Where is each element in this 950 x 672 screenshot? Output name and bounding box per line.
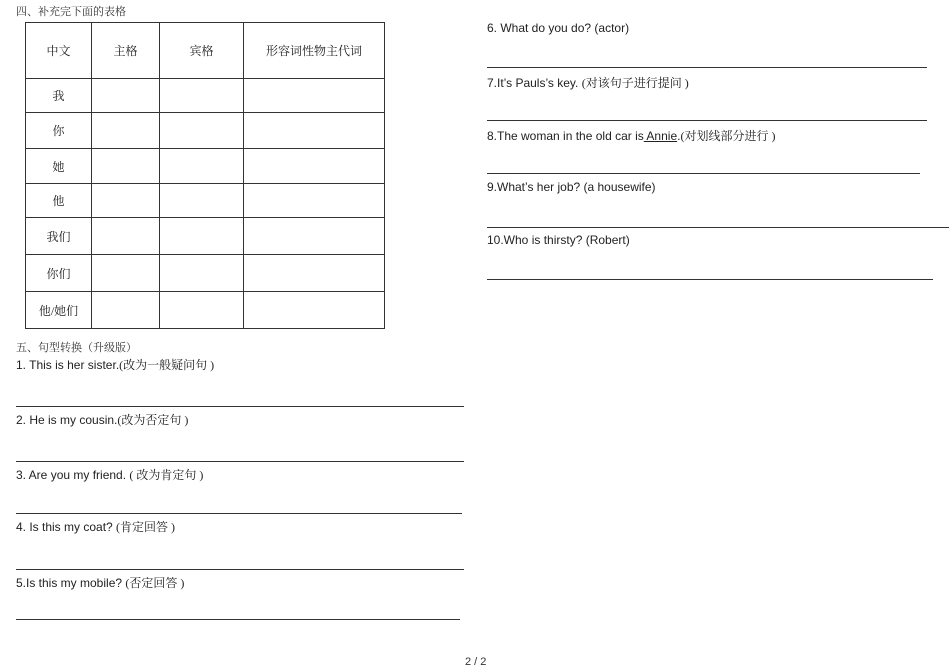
question-text: 6. What do you do? (actor) bbox=[487, 21, 630, 35]
blank-cell[interactable] bbox=[160, 79, 244, 113]
table-row bbox=[26, 292, 385, 329]
question-text: 10.Who is thirsty? (Robert) bbox=[487, 233, 630, 247]
question-text: 4. Is this my coat? bbox=[16, 520, 117, 534]
blank-cell[interactable] bbox=[92, 255, 160, 292]
table-row bbox=[26, 149, 385, 184]
blank-cell[interactable] bbox=[92, 79, 160, 113]
answer-line-10[interactable] bbox=[487, 279, 933, 280]
table-row bbox=[26, 113, 385, 149]
table-header-cell: 中文 bbox=[26, 23, 92, 79]
question-text-end: . bbox=[677, 129, 681, 143]
question-9 bbox=[487, 180, 656, 194]
question-instruction: ( 改为肯定句 ) bbox=[129, 468, 204, 482]
question-instruction: (改为否定句 ) bbox=[117, 413, 189, 427]
pronoun-table bbox=[25, 22, 385, 329]
blank-cell[interactable] bbox=[160, 113, 244, 149]
section4-title: 四、补充完下面的表格 bbox=[16, 6, 126, 18]
question-7 bbox=[487, 74, 689, 91]
question-5 bbox=[16, 574, 184, 591]
answer-line-8[interactable] bbox=[487, 173, 920, 174]
question-3 bbox=[16, 466, 203, 483]
blank-cell[interactable] bbox=[160, 149, 244, 184]
question-text: 9.What’s her job? (a housewife) bbox=[487, 180, 656, 194]
table-header-cell: 主格 bbox=[92, 23, 160, 79]
answer-line-6[interactable] bbox=[487, 67, 927, 68]
blank-cell[interactable] bbox=[244, 184, 385, 218]
blank-cell[interactable] bbox=[160, 184, 244, 218]
question-2 bbox=[16, 411, 188, 428]
page-number: 2 / 2 bbox=[465, 656, 487, 668]
row-label: 你 bbox=[26, 113, 92, 149]
blank-cell[interactable] bbox=[244, 149, 385, 184]
question-text: 7.It’s Pauls’s key. bbox=[487, 76, 582, 90]
blank-cell[interactable] bbox=[244, 218, 385, 255]
table-row bbox=[26, 79, 385, 113]
question-8 bbox=[487, 127, 775, 144]
answer-line-2[interactable] bbox=[16, 461, 464, 462]
row-label: 他/她们 bbox=[26, 292, 92, 329]
blank-cell[interactable] bbox=[92, 218, 160, 255]
table-row bbox=[26, 255, 385, 292]
question-text: 3. Are you my friend. bbox=[16, 468, 130, 482]
question-4 bbox=[16, 518, 175, 535]
blank-cell[interactable] bbox=[92, 292, 160, 329]
blank-cell[interactable] bbox=[92, 184, 160, 218]
answer-line-3[interactable] bbox=[16, 513, 462, 514]
blank-cell[interactable] bbox=[92, 113, 160, 149]
question-text: 5.Is this my mobile? bbox=[16, 576, 126, 590]
underlined-word: Annie bbox=[643, 129, 678, 143]
question-text: 8.The woman in the old car is bbox=[487, 129, 644, 143]
answer-line-4[interactable] bbox=[16, 569, 464, 570]
question-instruction: (改为一般疑问句 ) bbox=[119, 358, 215, 372]
answer-line-7[interactable] bbox=[487, 120, 927, 121]
blank-cell[interactable] bbox=[244, 113, 385, 149]
question-instruction: (对划线部分进行 ) bbox=[680, 129, 776, 143]
blank-cell[interactable] bbox=[92, 149, 160, 184]
question-text: 1. This is her sister. bbox=[16, 358, 120, 372]
row-label: 你们 bbox=[26, 255, 92, 292]
blank-cell[interactable] bbox=[244, 79, 385, 113]
table-row bbox=[26, 184, 385, 218]
question-10 bbox=[487, 233, 630, 247]
blank-cell[interactable] bbox=[160, 255, 244, 292]
table-row bbox=[26, 218, 385, 255]
table-header-cell: 宾格 bbox=[160, 23, 244, 79]
question-instruction: (肯定回答 ) bbox=[116, 520, 176, 534]
row-label: 他 bbox=[26, 184, 92, 218]
blank-cell[interactable] bbox=[244, 292, 385, 329]
row-label: 我们 bbox=[26, 218, 92, 255]
blank-cell[interactable] bbox=[160, 292, 244, 329]
question-6 bbox=[487, 21, 629, 35]
question-1 bbox=[16, 356, 214, 373]
row-label: 她 bbox=[26, 149, 92, 184]
row-label: 我 bbox=[26, 79, 92, 113]
answer-line-9[interactable] bbox=[487, 227, 949, 228]
table-header-row bbox=[26, 23, 385, 79]
section5-title: 五、句型转换（升级版） bbox=[16, 342, 137, 354]
answer-line-1[interactable] bbox=[16, 406, 464, 407]
blank-cell[interactable] bbox=[160, 218, 244, 255]
question-instruction: (对该句子进行提问 ) bbox=[581, 76, 689, 90]
question-instruction: (否定回答 ) bbox=[125, 576, 185, 590]
answer-line-5[interactable] bbox=[16, 619, 460, 620]
question-text: 2. He is my cousin. bbox=[16, 413, 118, 427]
table-header-cell: 形容词性物主代词 bbox=[244, 23, 385, 79]
blank-cell[interactable] bbox=[244, 255, 385, 292]
